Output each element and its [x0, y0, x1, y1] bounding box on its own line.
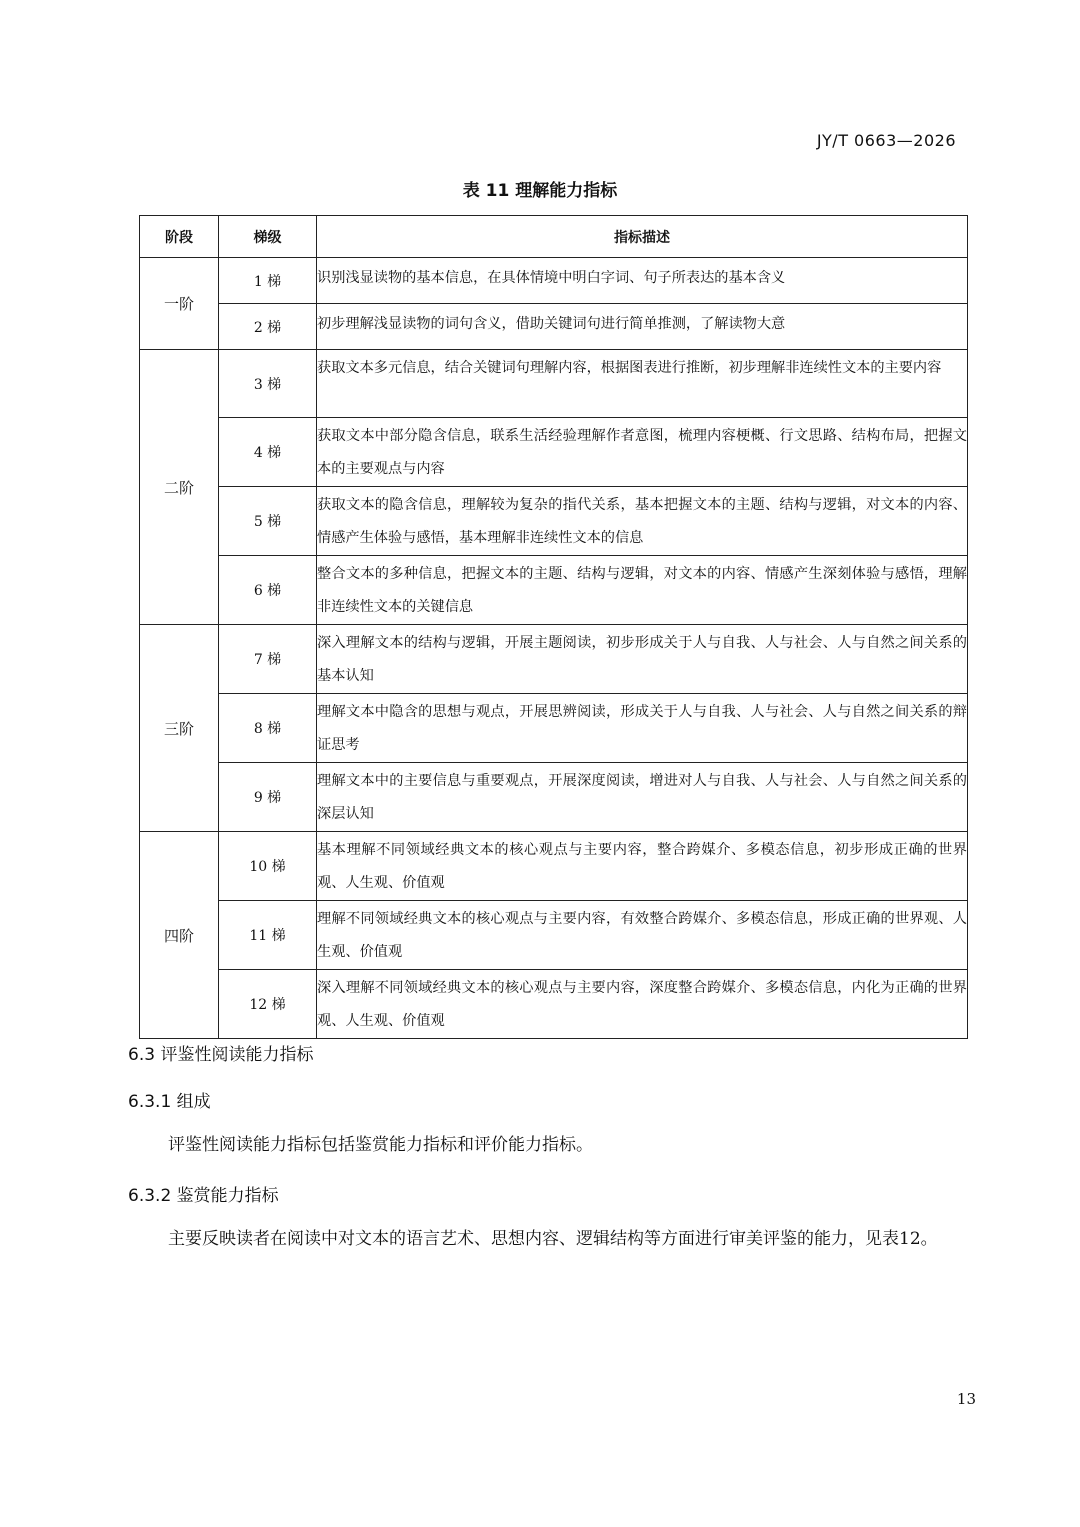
description-cell: 整合文本的多种信息，把握文本的主题、结构与逻辑，对文本的内容、情感产生深刻体验与感悟，理解非连续性文本的关键信息 [317, 556, 968, 625]
level-cell: 5 梯 [219, 487, 317, 556]
table-row [140, 350, 968, 418]
level-cell: 9 梯 [219, 763, 317, 832]
comprehension-indicator-table [139, 215, 968, 1039]
level-cell: 7 梯 [219, 625, 317, 694]
table-title: 表 11 理解能力指标 [462, 181, 618, 201]
section-heading-6-3-2: 6.3.2 鉴赏能力指标 [128, 1186, 279, 1206]
level-cell: 11 梯 [219, 901, 317, 970]
table-row [140, 258, 968, 304]
paragraph-appreciation: 主要反映读者在阅读中对文本的语言艺术、思想内容、逻辑结构等方面进行审美评鉴的能力，见表12。 [168, 1229, 938, 1249]
section-heading-6-3-1: 6.3.1 组成 [128, 1092, 211, 1112]
table-row [140, 763, 968, 832]
column-header-stage: 阶段 [140, 216, 219, 258]
table-row [140, 832, 968, 901]
stage-cell: 二阶 [140, 350, 219, 625]
table-row [140, 901, 968, 970]
level-cell: 6 梯 [219, 556, 317, 625]
level-cell: 10 梯 [219, 832, 317, 901]
description-cell: 基本理解不同领域经典文本的核心观点与主要内容，整合跨媒介、多模态信息，初步形成正确的世界观、人生观、价值观 [317, 832, 968, 901]
level-cell: 8 梯 [219, 694, 317, 763]
level-cell: 4 梯 [219, 418, 317, 487]
stage-cell: 一阶 [140, 258, 219, 350]
description-cell: 理解文本中隐含的思想与观点，开展思辨阅读，形成关于人与自我、人与社会、人与自然之间关系的辩证思考 [317, 694, 968, 763]
description-cell: 深入理解文本的结构与逻辑，开展主题阅读，初步形成关于人与自我、人与社会、人与自然之间关系的基本认知 [317, 625, 968, 694]
table-row [140, 556, 968, 625]
description-cell: 初步理解浅显读物的词句含义，借助关键词句进行简单推测，了解读物大意 [317, 304, 968, 350]
level-cell: 1 梯 [219, 258, 317, 304]
description-cell: 获取文本多元信息，结合关键词句理解内容，根据图表进行推断，初步理解非连续性文本的主要内容 [317, 350, 968, 418]
level-cell: 12 梯 [219, 970, 317, 1039]
description-cell: 获取文本中部分隐含信息，联系生活经验理解作者意图，梳理内容梗概、行文思路、结构布局，把握文本的主要观点与内容 [317, 418, 968, 487]
level-cell: 2 梯 [219, 304, 317, 350]
table-row [140, 970, 968, 1039]
table-row [140, 418, 968, 487]
description-cell: 深入理解不同领域经典文本的核心观点与主要内容，深度整合跨媒介、多模态信息，内化为正确的世界观、人生观、价值观 [317, 970, 968, 1039]
stage-cell: 三阶 [140, 625, 219, 832]
table-header-row [140, 216, 968, 258]
stage-cell: 四阶 [140, 832, 219, 1039]
table-row [140, 304, 968, 350]
table-row [140, 694, 968, 763]
column-header-description: 指标描述 [317, 216, 968, 258]
table-row [140, 625, 968, 694]
page-number: 13 [956, 1390, 976, 1408]
description-cell: 获取文本的隐含信息，理解较为复杂的指代关系，基本把握文本的主题、结构与逻辑，对文本的内容、情感产生体验与感悟，基本理解非连续性文本的信息 [317, 487, 968, 556]
description-cell: 理解文本中的主要信息与重要观点，开展深度阅读，增进对人与自我、人与社会、人与自然之间关系的深层认知 [317, 763, 968, 832]
description-cell: 理解不同领域经典文本的核心观点与主要内容，有效整合跨媒介、多模态信息，形成正确的世界观、人生观、价值观 [317, 901, 968, 970]
table-row [140, 487, 968, 556]
level-cell: 3 梯 [219, 350, 317, 418]
column-header-level: 梯级 [219, 216, 317, 258]
description-cell: 识别浅显读物的基本信息，在具体情境中明白字词、句子所表达的基本含义 [317, 258, 968, 304]
standard-code: JY/T 0663—2026 [816, 131, 956, 150]
section-heading-6-3: 6.3 评鉴性阅读能力指标 [128, 1045, 314, 1065]
paragraph-composition: 评鉴性阅读能力指标包括鉴赏能力指标和评价能力指标。 [168, 1135, 593, 1155]
